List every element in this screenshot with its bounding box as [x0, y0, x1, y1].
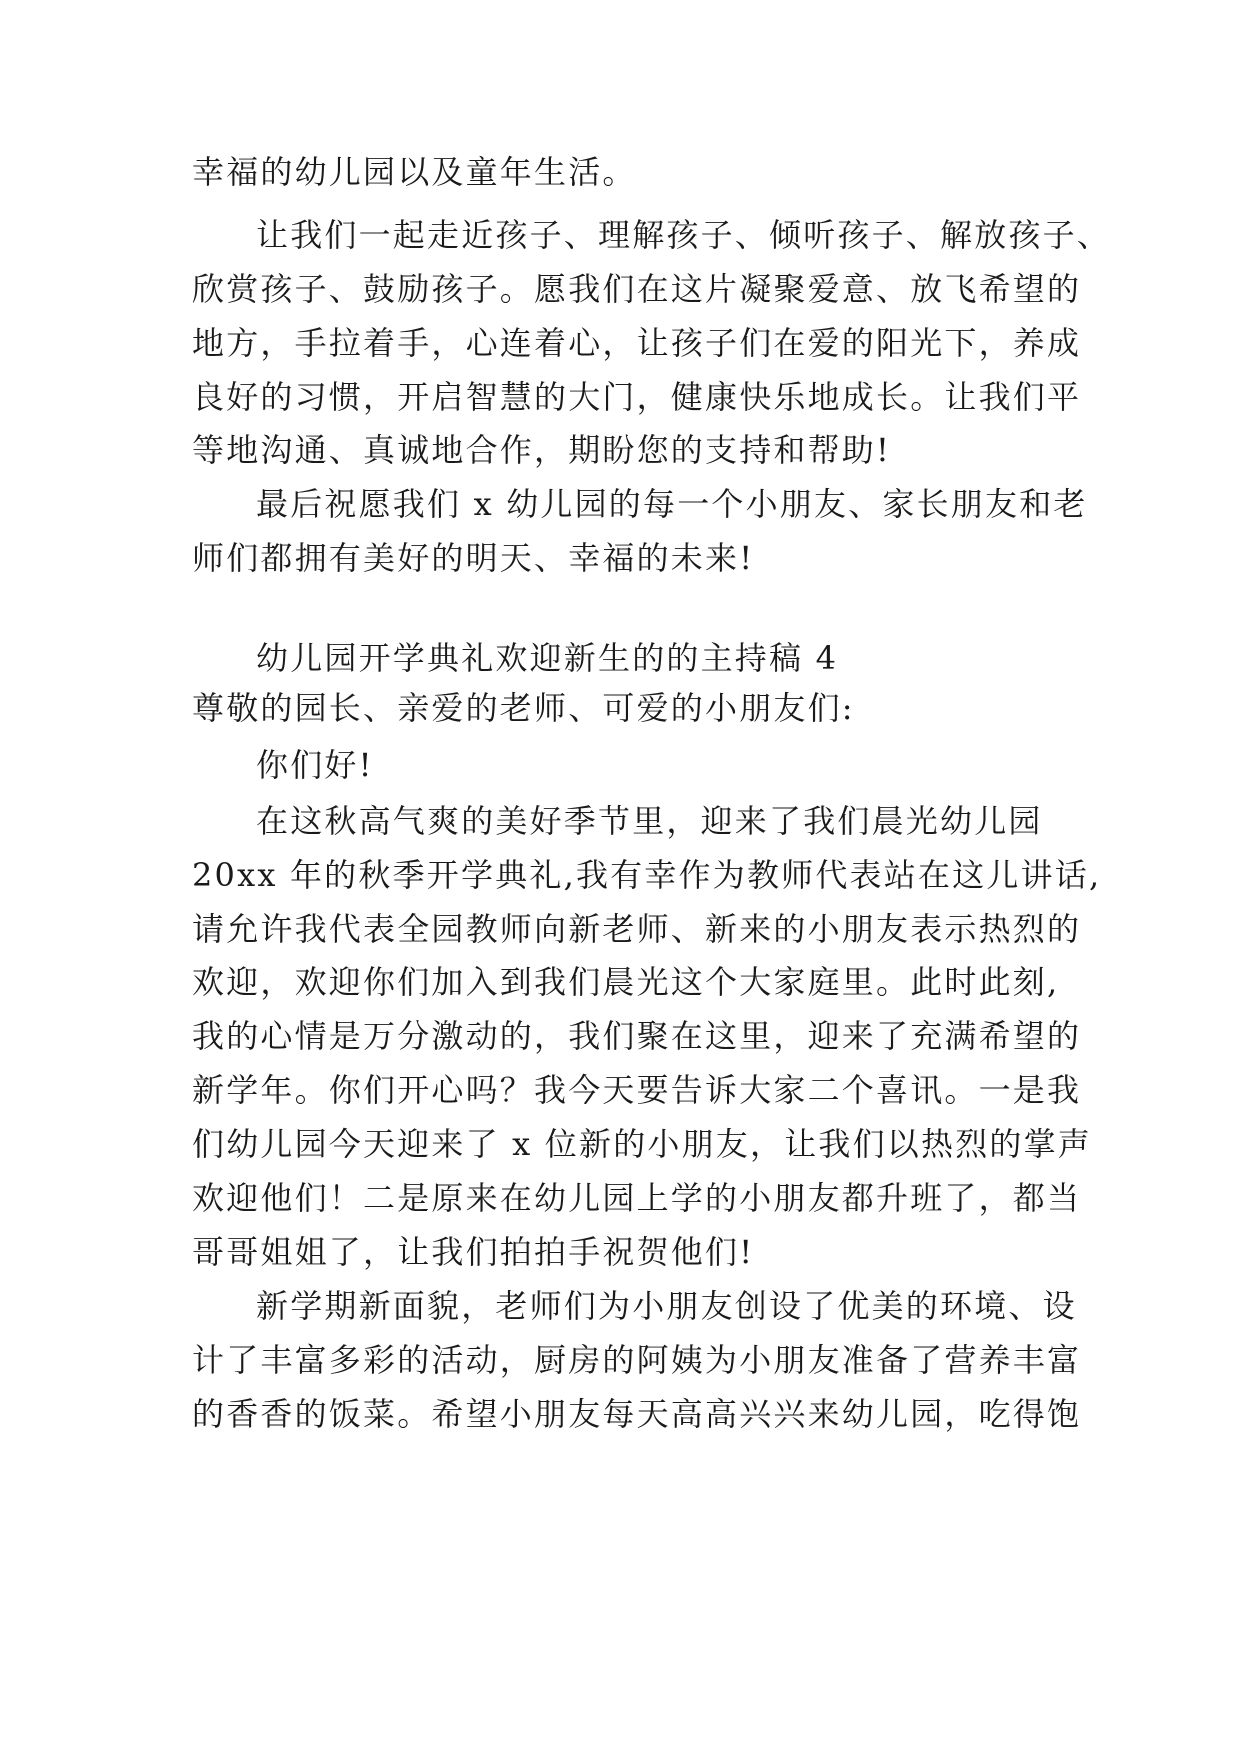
paragraph-line: 师们都拥有美好的明天、幸福的未来! — [192, 539, 755, 577]
section-title: 幼儿园开学典礼欢迎新生的的主持稿 4 — [256, 639, 839, 677]
paragraph-line: 等地沟通、真诚地合作，期盼您的支持和帮助! — [192, 431, 892, 469]
paragraph-line: 欣赏孩子、鼓励孩子。愿我们在这片凝聚爱意、放飞希望的 — [192, 270, 1082, 308]
paragraph-line: 新学年。你们开心吗？我今天要告诉大家二个喜讯。一是我 — [192, 1071, 1082, 1109]
paragraph-line: 幸福的幼儿园以及童年生活。 — [192, 153, 637, 191]
paragraph-line: 地方，手拉着手，心连着心，让孩子们在爱的阳光下，养成 — [192, 324, 1082, 362]
paragraph-line: 新学期新面貌，老师们为小朋友创设了优美的环境、设 — [256, 1287, 1077, 1325]
paragraph-line: 欢迎，欢迎你们加入到我们晨光这个大家庭里。此时此刻, — [192, 963, 1060, 1001]
greeting: 你们好! — [256, 746, 374, 784]
paragraph-line: 哥哥姐姐了，让我们拍拍手祝贺他们! — [192, 1233, 755, 1271]
paragraph-line: 在这秋高气爽的美好季节里，迎来了我们晨光幼儿园 — [256, 802, 1043, 840]
paragraph-line: 良好的习惯，开启智慧的大门，健康快乐地成长。让我们平 — [192, 378, 1082, 416]
salutation: 尊敬的园长、亲爱的老师、可爱的小朋友们: — [192, 689, 855, 727]
paragraph-line: 我的心情是万分激动的，我们聚在这里，迎来了充满希望的 — [192, 1017, 1082, 1055]
paragraph-line: 的香香的饭菜。希望小朋友每天高高兴兴来幼儿园，吃得饱 — [192, 1395, 1082, 1433]
paragraph-line: 20xx 年的秋季开学典礼,我有幸作为教师代表站在这儿讲话, — [192, 856, 1102, 894]
paragraph-line: 请允许我代表全园教师向新老师、新来的小朋友表示热烈的 — [192, 910, 1082, 948]
paragraph-line: 欢迎他们！二是原来在幼儿园上学的小朋友都升班了，都当 — [192, 1179, 1082, 1217]
paragraph-line: 最后祝愿我们 x 幼儿园的每一个小朋友、家长朋友和老 — [256, 485, 1088, 523]
paragraph-line: 计了丰富多彩的活动，厨房的阿姨为小朋友准备了营养丰富 — [192, 1341, 1082, 1379]
paragraph-line: 们幼儿园今天迎来了 x 位新的小朋友，让我们以热烈的掌声 — [192, 1125, 1092, 1163]
paragraph-line: 让我们一起走近孩子、理解孩子、倾听孩子、解放孩子、 — [256, 216, 1112, 254]
